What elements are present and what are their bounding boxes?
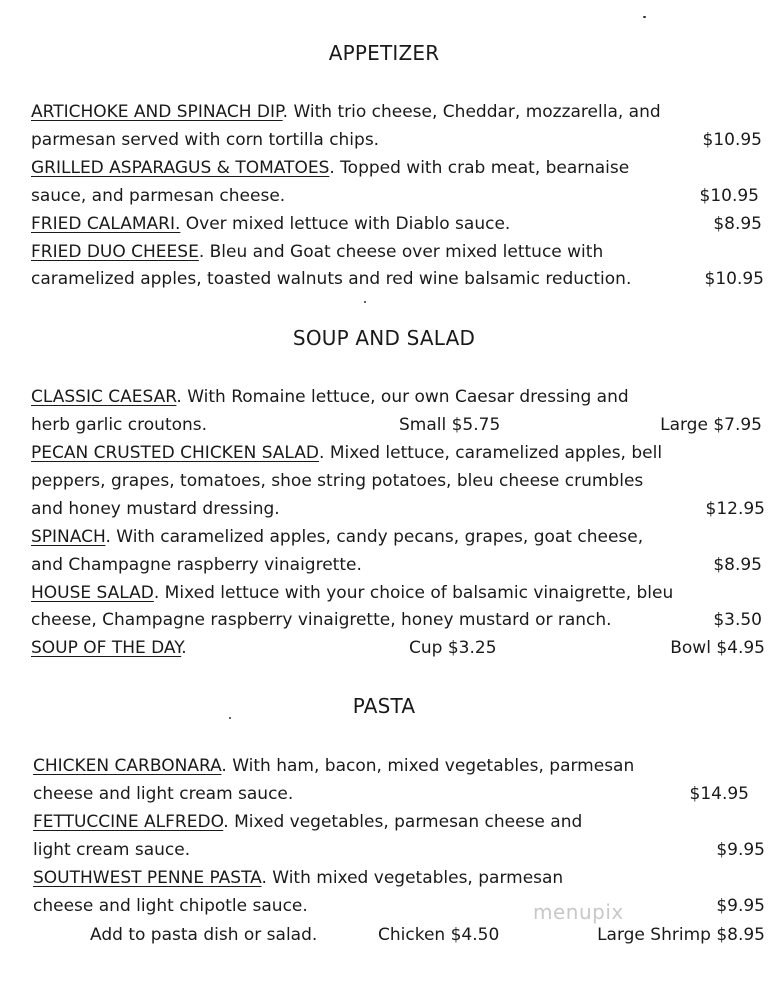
item-description: . With caramelized apples, candy pecans, grapes, goat cheese,: [105, 527, 644, 547]
item-description: cheese and light cream sauce.: [33, 784, 294, 804]
item-price: $10.95: [699, 186, 759, 206]
menu-item-line: [33, 781, 765, 807]
item-description: cheese and light chipotle sauce.: [33, 896, 308, 916]
item-description: and Champagne raspberry vinaigrette.: [31, 555, 362, 575]
menu-item-line: [33, 837, 765, 863]
menu-item-line: [33, 753, 765, 779]
menu-item-line: [31, 155, 765, 181]
item-description: . Topped with crab meat, bearnaise: [329, 158, 630, 178]
menu-item-line: [31, 635, 765, 661]
size-price-bowl: Bowl $4.95: [670, 638, 765, 658]
menu-item-line: [33, 865, 765, 891]
menu-item-line: [31, 266, 765, 292]
item-description: light cream sauce.: [33, 840, 191, 860]
item-description: .: [181, 638, 187, 658]
menu-item-line: [31, 524, 765, 550]
item-name: CLASSIC CAESAR: [31, 387, 177, 407]
size-price-cup: Cup $3.25: [409, 638, 497, 658]
item-name: SOUP OF THE DAY: [31, 638, 182, 658]
section-heading-soup-salad: SOUP AND SALAD: [292, 326, 476, 350]
menu-item-line: [31, 183, 765, 209]
scan-speck: [364, 301, 366, 303]
item-description: cheese, Champagne raspberry vinaigrette, honey mustard or ranch.: [31, 610, 612, 630]
addon-shrimp-price: Large Shrimp $8.95: [597, 925, 765, 945]
item-description: . With ham, bacon, mixed vegetables, parmesan: [221, 756, 635, 776]
menu-item-line: [31, 127, 765, 153]
item-description: peppers, grapes, tomatoes, shoe string potatoes, bleu cheese crumbles: [31, 471, 644, 491]
item-description: . With Romaine lettuce, our own Caesar dressing and: [176, 387, 629, 407]
addon-line: [90, 922, 765, 948]
item-name: SOUTHWEST PENNE PASTA: [33, 868, 262, 888]
scan-speck: [643, 16, 646, 18]
menu-item-line: [31, 99, 765, 125]
item-price: $14.95: [689, 784, 749, 804]
menu-item-line: [31, 211, 765, 237]
item-price: $10.95: [702, 130, 762, 150]
menu-item-line: [33, 809, 765, 835]
menu-item-line: [31, 239, 765, 265]
section-heading-pasta: PASTA: [352, 694, 416, 718]
section-heading-appetizer: APPETIZER: [328, 41, 440, 65]
item-description: Over mixed lettuce with Diablo sauce.: [180, 214, 511, 234]
item-description: herb garlic croutons.: [31, 415, 208, 435]
item-description: . Mixed vegetables, parmesan cheese and: [223, 812, 583, 832]
item-name: SPINACH: [31, 527, 106, 547]
item-description: caramelized apples, toasted walnuts and red wine balsamic reduction.: [31, 269, 632, 289]
item-description: . Bleu and Goat cheese over mixed lettuce with: [198, 242, 604, 262]
item-price: $8.95: [713, 214, 762, 234]
menu-item-line: [31, 412, 765, 438]
item-name: PECAN CRUSTED CHICKEN SALAD: [31, 443, 320, 463]
item-price: $9.95: [716, 896, 765, 916]
item-description: sauce, and parmesan cheese.: [31, 186, 286, 206]
item-price: $3.50: [713, 610, 762, 630]
watermark-logo: menupix: [533, 900, 624, 924]
item-description: . With mixed vegetables, parmesan: [261, 868, 564, 888]
menu-item-line: [33, 893, 765, 919]
item-name: HOUSE SALAD: [31, 583, 154, 603]
addon-label: Add to pasta dish or salad.: [90, 925, 318, 945]
menu-item-line: [31, 552, 765, 578]
size-price-small: Small $5.75: [399, 415, 501, 435]
item-price: $12.95: [705, 499, 765, 519]
item-name: FETTUCCINE ALFREDO: [33, 812, 224, 832]
item-description: . Mixed lettuce, caramelized apples, bell: [319, 443, 663, 463]
menu-item-line: [31, 440, 765, 466]
addon-chicken-price: Chicken $4.50: [378, 925, 500, 945]
menu-item-line: [31, 384, 765, 410]
item-description: . Mixed lettuce with your choice of balsamic vinaigrette, bleu: [153, 583, 674, 603]
menu-item-line: [31, 607, 765, 633]
item-name: FRIED DUO CHEESE: [31, 242, 199, 262]
item-description: . With trio cheese, Cheddar, mozzarella, and: [282, 102, 661, 122]
menu-item-line: [31, 496, 765, 522]
size-price-large: Large $7.95: [660, 415, 762, 435]
item-price: $8.95: [713, 555, 762, 575]
item-description: and honey mustard dressing.: [31, 499, 280, 519]
item-name: CHICKEN CARBONARA: [33, 756, 222, 776]
menu-item-line: [31, 468, 765, 494]
item-name: GRILLED ASPARAGUS & TOMATOES: [31, 158, 330, 178]
item-name: FRIED CALAMARI.: [31, 214, 181, 234]
item-name: ARTICHOKE AND SPINACH DIP: [31, 102, 283, 122]
item-price: $9.95: [716, 840, 765, 860]
item-description: parmesan served with corn tortilla chips.: [31, 130, 380, 150]
menu-item-line: [31, 580, 765, 606]
item-price: $10.95: [704, 269, 764, 289]
